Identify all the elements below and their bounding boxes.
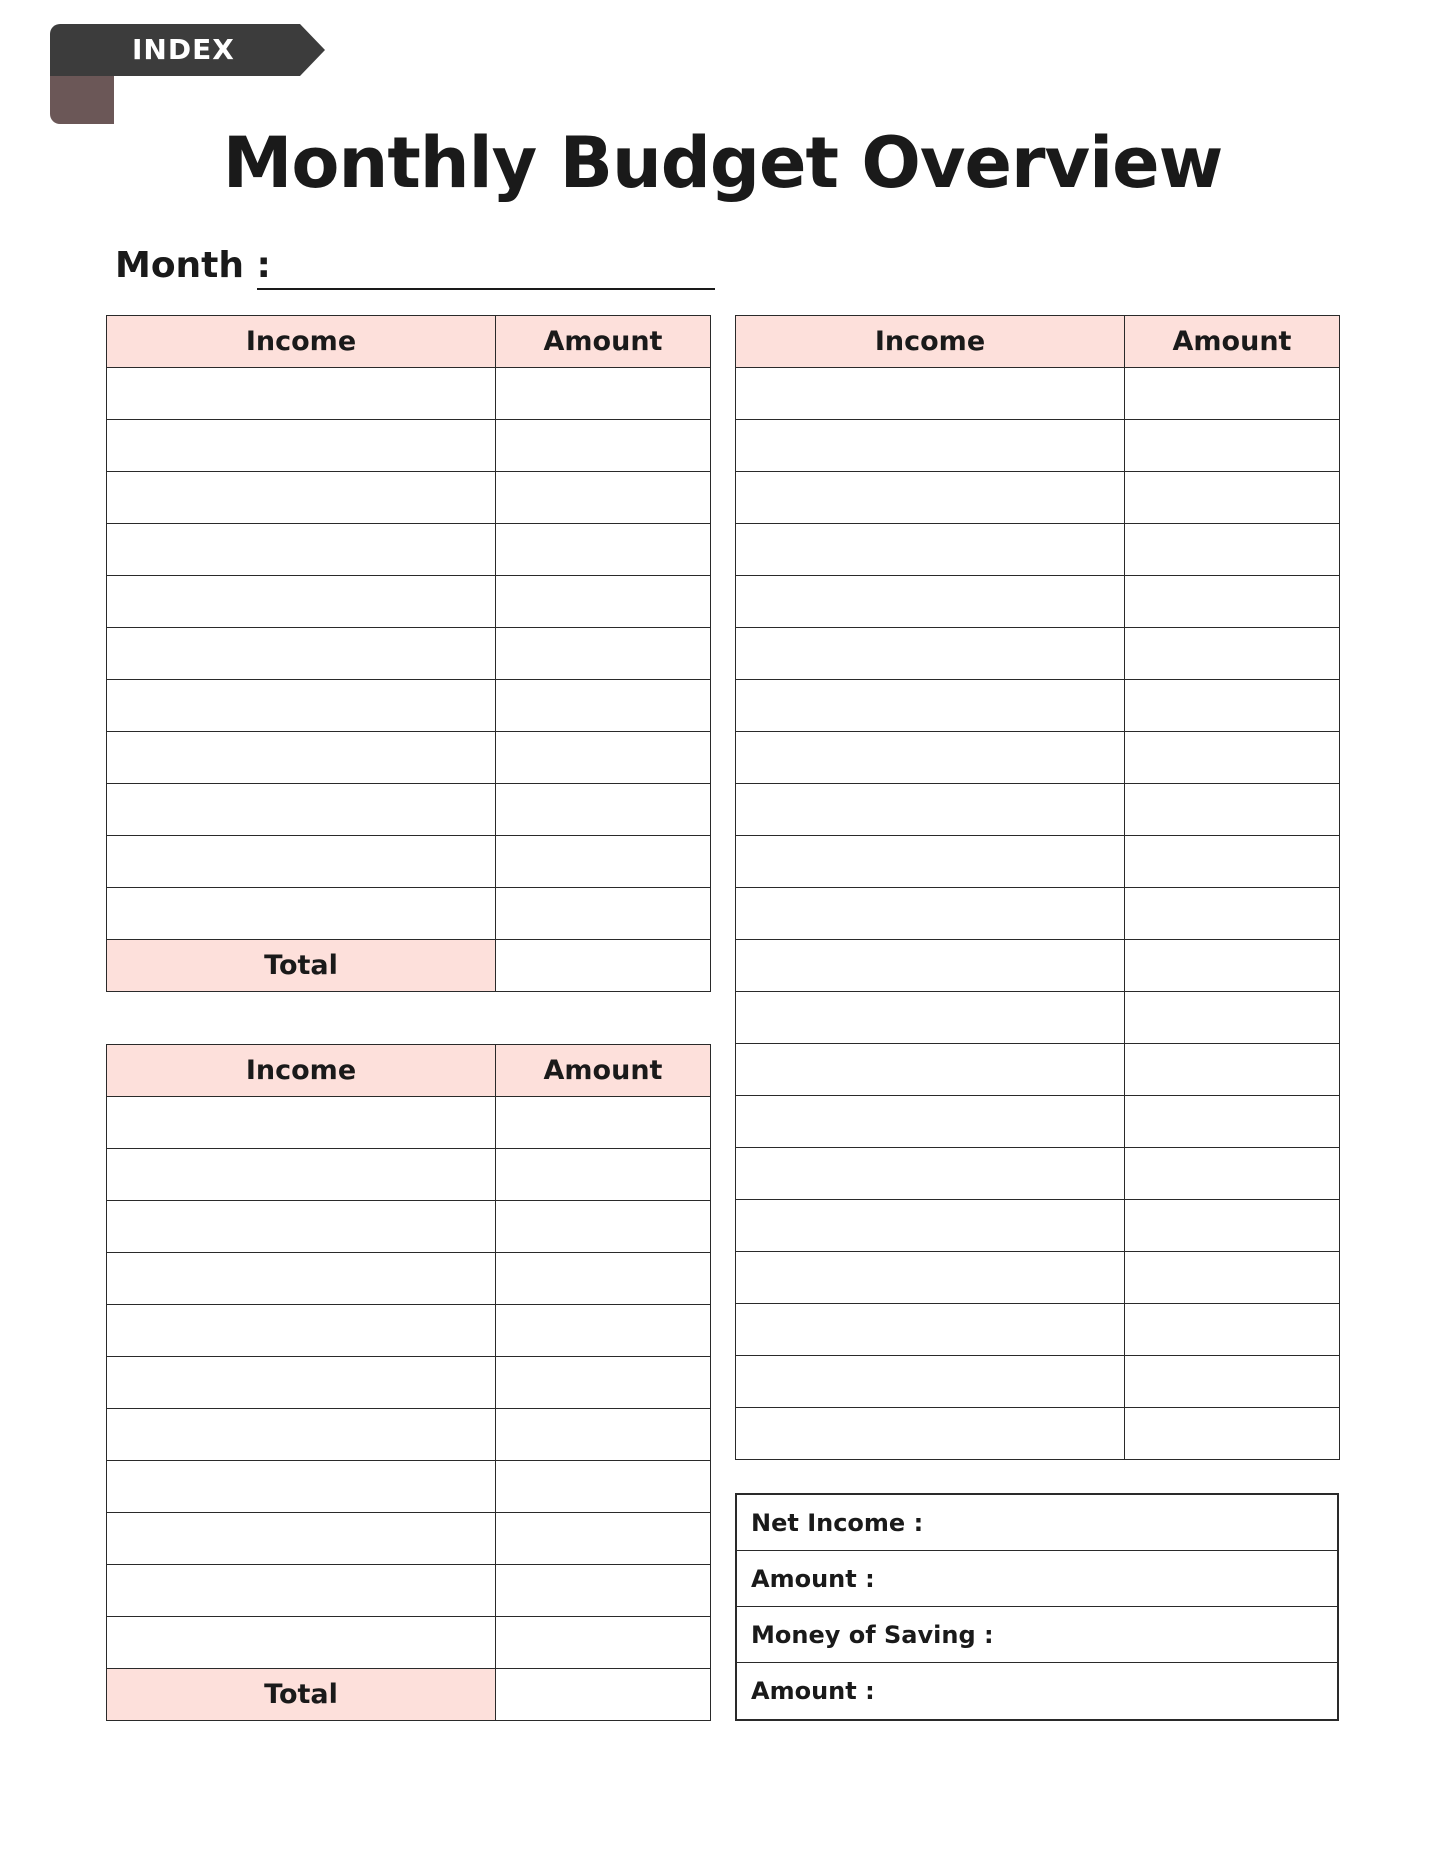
table-row xyxy=(736,472,1340,524)
income-cell[interactable] xyxy=(107,1149,496,1201)
table-row xyxy=(107,1617,711,1669)
income-cell[interactable] xyxy=(736,1044,1125,1096)
amount-cell[interactable] xyxy=(496,524,711,576)
amount-cell[interactable] xyxy=(496,1513,711,1565)
amount-cell[interactable] xyxy=(496,1617,711,1669)
net-income-amount-field[interactable] xyxy=(737,1551,1337,1607)
amount-cell[interactable] xyxy=(1125,576,1340,628)
amount-cell[interactable] xyxy=(1125,1408,1340,1460)
amount-cell[interactable] xyxy=(1125,992,1340,1044)
table-row xyxy=(736,940,1340,992)
table-row xyxy=(736,784,1340,836)
amount-cell[interactable] xyxy=(1125,1252,1340,1304)
income-cell[interactable] xyxy=(736,888,1125,940)
amount-cell[interactable] xyxy=(1125,420,1340,472)
amount-cell[interactable] xyxy=(496,1201,711,1253)
money-of-saving-field[interactable] xyxy=(737,1607,1337,1663)
amount-cell[interactable] xyxy=(1125,524,1340,576)
income-cell[interactable] xyxy=(107,732,496,784)
table-header-row xyxy=(107,1045,711,1097)
income-cell[interactable] xyxy=(736,1304,1125,1356)
amount-cell[interactable] xyxy=(1125,888,1340,940)
table-row xyxy=(736,992,1340,1044)
income-cell[interactable] xyxy=(736,1408,1125,1460)
table-row xyxy=(107,1357,711,1409)
income-table-bottom-left xyxy=(106,1044,711,1721)
net-income-label: Net Income : xyxy=(751,1508,924,1537)
income-cell[interactable] xyxy=(107,1617,496,1669)
table-row xyxy=(107,1253,711,1305)
table-row xyxy=(107,1565,711,1617)
income-cell[interactable] xyxy=(107,524,496,576)
income-cell[interactable] xyxy=(736,1252,1125,1304)
amount-cell[interactable] xyxy=(496,784,711,836)
total-label: Total xyxy=(107,940,496,992)
table-row xyxy=(107,524,711,576)
table-row xyxy=(736,628,1340,680)
table-row xyxy=(107,420,711,472)
income-column-header: Income xyxy=(107,316,496,368)
income-cell[interactable] xyxy=(107,836,496,888)
amount-cell[interactable] xyxy=(1125,1200,1340,1252)
total-amount-cell[interactable] xyxy=(496,940,711,992)
table-row xyxy=(736,1200,1340,1252)
amount-cell[interactable] xyxy=(1125,472,1340,524)
total-row xyxy=(107,940,711,992)
table-row xyxy=(736,420,1340,472)
amount-cell[interactable] xyxy=(1125,680,1340,732)
amount-cell[interactable] xyxy=(496,888,711,940)
income-column-header: Income xyxy=(107,1045,496,1097)
income-cell[interactable] xyxy=(107,472,496,524)
table-row xyxy=(107,1097,711,1149)
table-row xyxy=(107,836,711,888)
table-row xyxy=(736,576,1340,628)
table-row xyxy=(736,1304,1340,1356)
income-column-header: Income xyxy=(736,316,1125,368)
amount-cell[interactable] xyxy=(496,836,711,888)
amount-cell[interactable] xyxy=(1125,1096,1340,1148)
income-cell[interactable] xyxy=(107,1565,496,1617)
income-cell[interactable] xyxy=(736,784,1125,836)
income-cell[interactable] xyxy=(107,1201,496,1253)
amount-cell[interactable] xyxy=(496,1149,711,1201)
month-label: Month : xyxy=(115,245,271,286)
index-tab[interactable] xyxy=(50,24,325,100)
income-cell[interactable] xyxy=(107,888,496,940)
income-cell[interactable] xyxy=(736,420,1125,472)
amount-column-header: Amount xyxy=(496,1045,711,1097)
table-row xyxy=(736,1356,1340,1408)
amount-cell[interactable] xyxy=(496,1461,711,1513)
table-row xyxy=(736,1148,1340,1200)
amount-cell[interactable] xyxy=(496,1565,711,1617)
table-body xyxy=(107,368,711,940)
amount-cell[interactable] xyxy=(496,576,711,628)
income-cell[interactable] xyxy=(736,368,1125,420)
income-cell[interactable] xyxy=(736,524,1125,576)
page-title: Monthly Budget Overview xyxy=(222,122,1223,204)
income-cell[interactable] xyxy=(736,992,1125,1044)
income-cell[interactable] xyxy=(107,680,496,732)
table-row xyxy=(107,368,711,420)
income-cell[interactable] xyxy=(107,1097,496,1149)
income-cell[interactable] xyxy=(107,576,496,628)
table-row xyxy=(107,732,711,784)
table-row xyxy=(736,1252,1340,1304)
income-cell[interactable] xyxy=(107,784,496,836)
income-table-top-left xyxy=(106,315,711,992)
index-tab-label: INDEX xyxy=(132,33,235,66)
table-row xyxy=(107,1149,711,1201)
amount-cell[interactable] xyxy=(496,628,711,680)
income-cell[interactable] xyxy=(736,1096,1125,1148)
table-row xyxy=(107,1201,711,1253)
table-row xyxy=(736,1096,1340,1148)
amount-cell[interactable] xyxy=(1125,732,1340,784)
table-row xyxy=(107,1409,711,1461)
amount-cell[interactable] xyxy=(1125,1304,1340,1356)
income-cell[interactable] xyxy=(736,1148,1125,1200)
saving-amount-field[interactable] xyxy=(737,1663,1337,1719)
table-body xyxy=(736,368,1340,1460)
summary-box xyxy=(735,1493,1339,1721)
table-row xyxy=(107,472,711,524)
income-cell[interactable] xyxy=(107,628,496,680)
income-cell[interactable] xyxy=(736,472,1125,524)
table-body xyxy=(107,1097,711,1669)
amount-cell[interactable] xyxy=(1125,368,1340,420)
table-row xyxy=(736,732,1340,784)
table-row xyxy=(736,888,1340,940)
amount-cell[interactable] xyxy=(1125,1044,1340,1096)
amount-cell[interactable] xyxy=(496,420,711,472)
amount-column-header: Amount xyxy=(496,316,711,368)
income-cell[interactable] xyxy=(107,1461,496,1513)
table-row xyxy=(107,1461,711,1513)
income-cell[interactable] xyxy=(736,940,1125,992)
table-row xyxy=(107,628,711,680)
income-cell[interactable] xyxy=(736,732,1125,784)
amount-cell[interactable] xyxy=(1125,784,1340,836)
total-row xyxy=(107,1669,711,1721)
amount-cell[interactable] xyxy=(496,1253,711,1305)
table-header-row xyxy=(736,316,1340,368)
amount-cell[interactable] xyxy=(496,368,711,420)
amount-cell[interactable] xyxy=(1125,1148,1340,1200)
table-row xyxy=(107,680,711,732)
amount-cell[interactable] xyxy=(496,1409,711,1461)
total-amount-cell[interactable] xyxy=(496,1669,711,1721)
money-of-saving-label: Money of Saving : xyxy=(751,1620,994,1649)
table-row xyxy=(107,1513,711,1565)
amount-column-header: Amount xyxy=(1125,316,1340,368)
amount-cell[interactable] xyxy=(496,1097,711,1149)
income-cell[interactable] xyxy=(107,1513,496,1565)
income-cell[interactable] xyxy=(107,420,496,472)
amount-cell[interactable] xyxy=(496,1305,711,1357)
table-row xyxy=(107,576,711,628)
income-cell[interactable] xyxy=(736,836,1125,888)
amount-cell[interactable] xyxy=(1125,836,1340,888)
amount-label: Amount : xyxy=(751,1677,875,1705)
table-row xyxy=(736,524,1340,576)
net-income-field[interactable] xyxy=(737,1495,1337,1551)
table-header-row xyxy=(107,316,711,368)
table-row xyxy=(736,836,1340,888)
table-row xyxy=(736,1044,1340,1096)
income-cell[interactable] xyxy=(736,1356,1125,1408)
income-cell[interactable] xyxy=(107,1409,496,1461)
income-cell[interactable] xyxy=(107,1305,496,1357)
amount-cell[interactable] xyxy=(496,732,711,784)
amount-cell[interactable] xyxy=(496,680,711,732)
income-table-right xyxy=(735,315,1340,1460)
income-cell[interactable] xyxy=(736,1200,1125,1252)
income-cell[interactable] xyxy=(736,680,1125,732)
income-cell[interactable] xyxy=(107,1253,496,1305)
table-row xyxy=(736,680,1340,732)
income-cell[interactable] xyxy=(736,576,1125,628)
table-row xyxy=(736,1408,1340,1460)
table-row xyxy=(107,1305,711,1357)
table-row xyxy=(107,888,711,940)
amount-cell[interactable] xyxy=(1125,628,1340,680)
amount-cell[interactable] xyxy=(496,1357,711,1409)
month-field[interactable] xyxy=(257,286,715,290)
amount-label: Amount : xyxy=(751,1564,875,1593)
table-row xyxy=(736,368,1340,420)
income-cell[interactable] xyxy=(736,628,1125,680)
total-label: Total xyxy=(107,1669,496,1721)
amount-cell[interactable] xyxy=(1125,1356,1340,1408)
table-row xyxy=(107,784,711,836)
amount-cell[interactable] xyxy=(496,472,711,524)
income-cell[interactable] xyxy=(107,368,496,420)
amount-cell[interactable] xyxy=(1125,940,1340,992)
income-cell[interactable] xyxy=(107,1357,496,1409)
